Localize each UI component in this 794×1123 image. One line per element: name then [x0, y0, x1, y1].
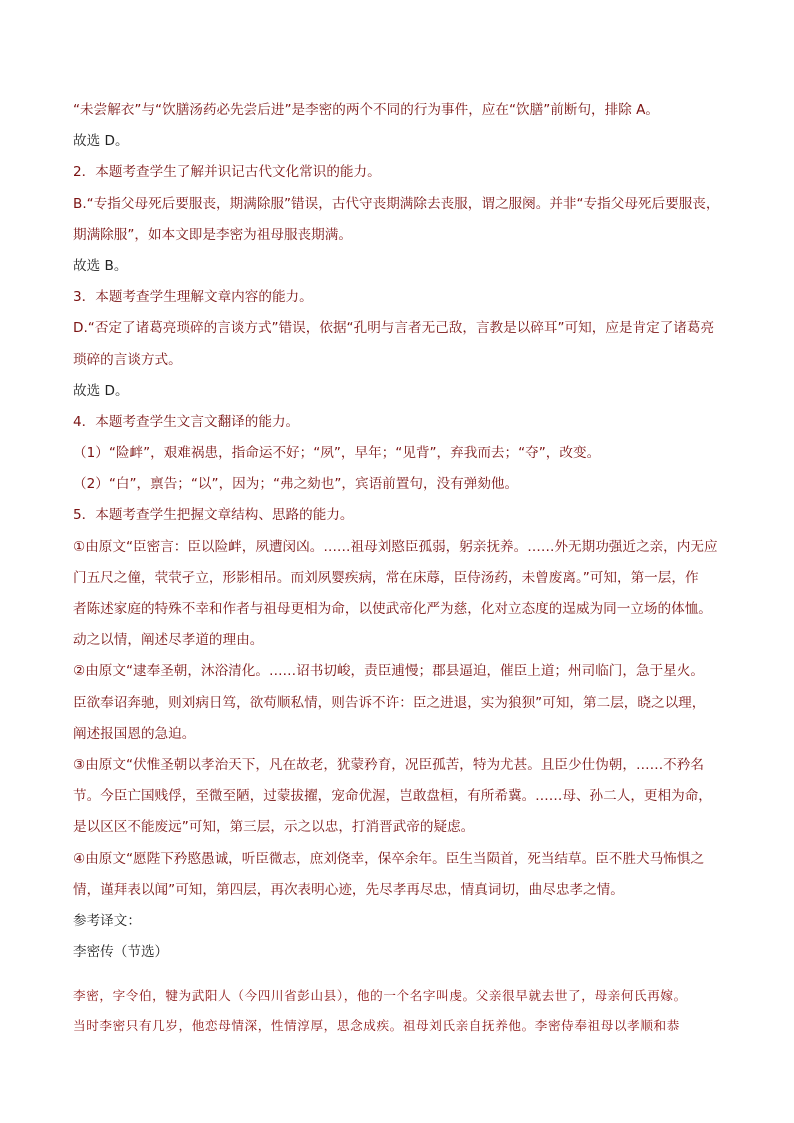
- text-line: ③由原文“伏惟圣朝以孝治天下，凡在故老，犹蒙矜育，况臣孤苦，特为尤甚。且臣少仕伪朝，……不矜名: [73, 756, 704, 773]
- question-heading: 3．本题考查学生理解文章内容的能力。: [73, 289, 313, 306]
- text-line: （2）“白”，禀告；“以”，因为；“弗之劾也”，宾语前置句，没有弹劾他。: [73, 476, 519, 493]
- text-line: ②由原文“逮奉圣朝，沐浴清化。……诏书切峻，责臣逋慢；郡县逼迫，催臣上道；州司临门，急于星火。: [73, 663, 704, 680]
- text-line: 琐碎的言谈方式。: [73, 351, 182, 368]
- translation-text: [73, 985, 733, 1045]
- text-line: 是以区区不能废远”可知，第三层，示之以忠，打消晋武帝的疑虑。: [73, 819, 475, 836]
- question-heading: 2．本题考查学生了解并识记古代文化常识的能力。: [73, 164, 381, 181]
- answer-line: 故选 B。: [73, 257, 128, 274]
- text-line: 节。今臣亡国贱俘，至微至陋，过蒙拔擢，宠命优渥，岂敢盘桓，有所希冀。……母、孙二人，更相为命，: [73, 788, 712, 805]
- text-line: 者陈述家庭的特殊不幸和作者与祖母更相为命，以使武帝化严为慈，化对立态度的逞威为同一立场的体恤。: [73, 601, 712, 617]
- text-line: B.“专指父母死后要服丧，期满除服”错误，古代守丧期满除去丧服，谓之服阕。并非“专指父母死后要服丧，: [73, 195, 720, 212]
- translation-line: 李密，字令伯，犍为武阳人（今四川省彭山县），他的一个名字叫虔。父亲很早就去世了，母亲何氏再嫁。: [73, 988, 687, 1003]
- answer-line: 故选 D。: [73, 133, 129, 150]
- text-line: ④由原文“愿陛下矜愍愚诚，听臣微志，庶刘侥幸，保卒余年。臣生当陨首，死当结草。臣不胜犬马怖惧之: [73, 850, 704, 867]
- text-line: 期满除服”，如本文即是李密为祖母服丧期满。: [73, 226, 352, 243]
- translation-title: 李密传（节选）: [73, 944, 169, 961]
- question-heading: 5．本题考查学生把握文章结构、思路的能力。: [73, 507, 354, 524]
- text-line: D.“否定了诸葛亮琐碎的言谈方式”错误，依据“孔明与言者无己敌，言教是以碎耳”可知，应是肯定了诸葛亮: [73, 320, 715, 337]
- answer-line: 故选 D。: [73, 382, 129, 399]
- text-line: 臣欲奉诏奔驰，则刘病日笃，欲苟顺私情，则告诉不许：臣之进退，实为狼狈”可知，第二层，晓之以理，: [73, 694, 706, 711]
- translation-heading: 参考译文：: [73, 912, 141, 929]
- text-line: ①由原文“臣密言：臣以险衅，夙遭闵凶。……祖母刘愍臣孤弱，躬亲抚养。……外无期功强近之亲，内无应: [73, 538, 718, 555]
- text-line: “未尝解衣”与“饮膳汤药必先尝后进”是李密的两个不同的行为事件，应在“饮膳”前断句，排除 A。: [73, 102, 660, 118]
- question-heading: 4．本题考查学生文言文翻译的能力。: [73, 413, 300, 430]
- text-line: （1）“险衅”，艰难祸患，指命运不好；“夙”，早年；“见背”，弃我而去；“夺”，改变。: [73, 445, 601, 462]
- translation-line: 当时李密只有几岁，他恋母情深，性情淳厚，思念成疾。祖母刘氏亲自抚养他。李密侍奉祖母以孝顺和恭: [73, 1018, 680, 1033]
- text-line: 动之以情，阐述尽孝道的理由。: [73, 632, 264, 649]
- text-line: 情，谨拜表以闻”可知，第四层，再次表明心迹，先尽孝再尽忠，情真词切，曲尽忠孝之情。: [73, 881, 624, 898]
- text-line: 阐述报国恩的急迫。: [73, 725, 196, 742]
- answer-explanation: [73, 99, 733, 972]
- text-line: 门五尺之僮，茕茕孑立，形影相吊。而刘夙婴疾病，常在床蓐，臣侍汤药，未曾废离。”可知，第一层，作: [73, 569, 699, 586]
